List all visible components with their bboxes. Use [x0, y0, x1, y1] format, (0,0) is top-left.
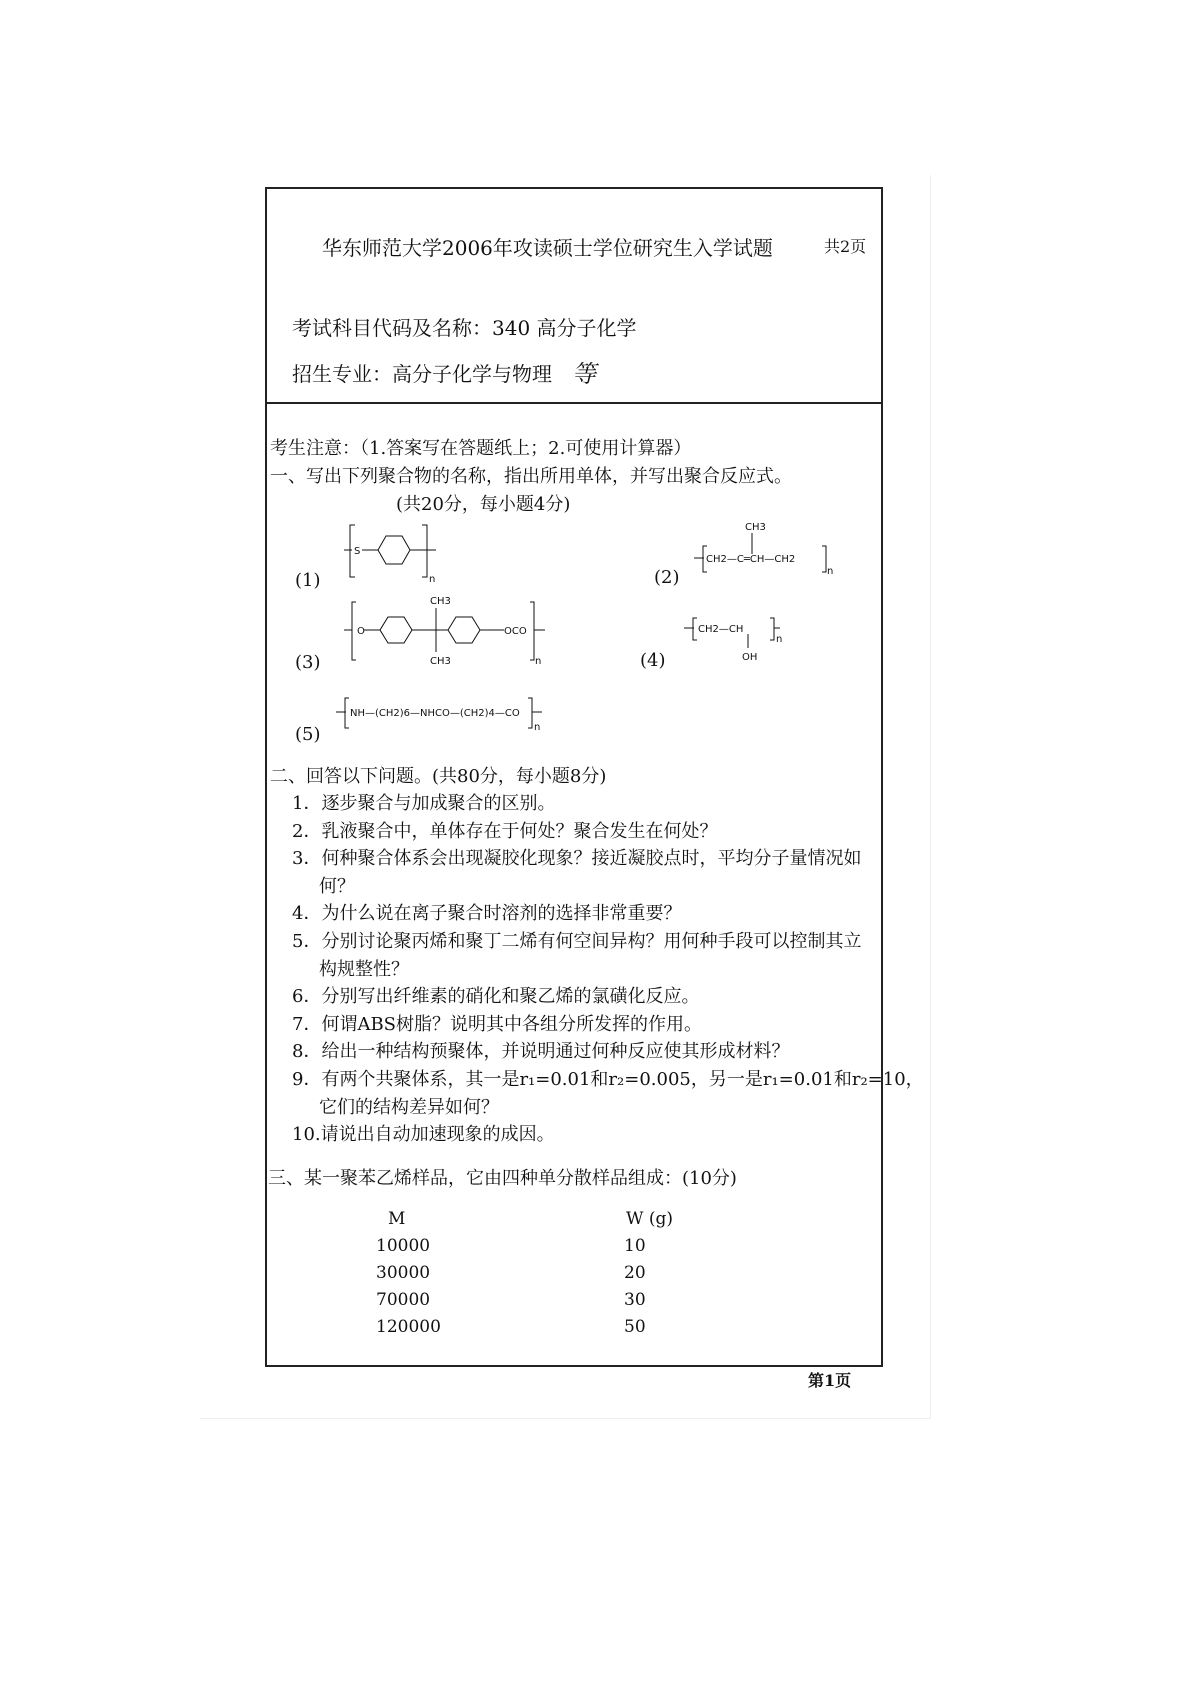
question: 10.请说出自动加速现象的成因。 [292, 1124, 555, 1146]
mw-table [376, 1206, 673, 1341]
svg-text:S: S [354, 546, 361, 557]
question-cont: 它们的结构差异如何？ [319, 1096, 499, 1118]
cell-w: 20 [624, 1263, 646, 1283]
question-cont: 何？ [319, 875, 355, 897]
subject-line: 考试科目代码及名称：340 高分子化学 [292, 316, 637, 340]
cell-w: 10 [624, 1236, 646, 1256]
page-number: 第1页 [808, 1371, 852, 1390]
question: 7．何谓ABS树脂？说明其中各组分所发挥的作用。 [292, 1013, 703, 1035]
svg-text:CH3: CH3 [430, 596, 451, 607]
svg-text:n: n [534, 722, 541, 733]
cell-m: 120000 [376, 1317, 441, 1337]
svg-text:O: O [357, 626, 365, 637]
question: 3．何种聚合体系会出现凝胶化现象？接近凝胶点时，平均分子量情况如 [292, 848, 862, 870]
structure-4 [682, 608, 792, 668]
question: 6．分别写出纤维素的硝化和聚乙烯的氯磺化反应。 [292, 986, 700, 1008]
item-label: (5) [295, 724, 321, 745]
cell-w: 50 [624, 1317, 646, 1337]
cell-w: 30 [624, 1290, 646, 1310]
structure-1 [340, 520, 450, 585]
section2-heading: 二、回答以下问题。(共80分，每小题8分) [270, 766, 607, 787]
svg-text:CH2—C═CH—CH2: CH2—C═CH—CH2 [706, 554, 796, 565]
item-label: (2) [654, 567, 680, 588]
cell-m: 30000 [376, 1263, 431, 1283]
question-list [292, 790, 924, 1149]
section1-score: (共20分，每小题4分) [396, 494, 571, 515]
svg-text:CH3: CH3 [430, 656, 451, 667]
svg-text:CH2—CH: CH2—CH [698, 624, 744, 635]
question: 8．给出一种结构预聚体，并说明通过何种反应使其形成材料？ [292, 1041, 790, 1063]
table-row [376, 1233, 673, 1260]
section3-heading: 三、某一聚苯乙烯样品，它由四种单分散样品组成：(10分) [268, 1168, 737, 1189]
section1-heading: 一、写出下列聚合物的名称，指出所用单体，并写出聚合反应式。 [270, 466, 792, 487]
table-row [376, 1314, 673, 1341]
question: 1．逐步聚合与加成聚合的区别。 [292, 793, 556, 814]
question: 5．分别讨论聚丙烯和聚丁二烯有何空间异构？用何种手段可以控制其立 [292, 930, 862, 952]
col-header-m: M [388, 1209, 406, 1229]
svg-text:CH3: CH3 [745, 522, 766, 533]
major-line: 招生专业：高分子化学与物理 [292, 362, 552, 386]
structure-5 [334, 690, 554, 738]
notice: 考生注意：（1.答案写在答题纸上；2.可使用计算器） [270, 438, 692, 459]
item-label: (4) [640, 650, 666, 671]
handwritten-mark: 等 [572, 360, 596, 388]
item-label: (1) [295, 570, 321, 591]
question: 4．为什么说在离子聚合时溶剂的选择非常重要？ [292, 903, 682, 925]
cell-m: 70000 [376, 1290, 431, 1310]
question: 9．有两个共聚体系，其一是r₁=0.01和r₂=0.005，另一是r₁=0.01和r₂=10， [292, 1068, 924, 1090]
col-header-w: W (g) [626, 1209, 674, 1229]
svg-text:OH: OH [742, 652, 758, 663]
svg-text:n: n [776, 634, 783, 645]
table-row [376, 1260, 673, 1287]
exam-title: 华东师范大学2006年攻读硕士学位研究生入学试题 [322, 236, 773, 260]
table-row [376, 1287, 673, 1314]
svg-text:n: n [535, 656, 542, 667]
svg-text:n: n [827, 566, 834, 577]
total-pages: 共2页 [824, 237, 867, 256]
structure-3 [340, 592, 555, 672]
cell-m: 10000 [376, 1236, 431, 1256]
structure-2 [690, 518, 840, 578]
question: 2．乳液聚合中，单体存在于何处？聚合发生在何处？ [292, 820, 718, 842]
question-cont: 构规整性？ [319, 958, 409, 980]
svg-text:NH—(CH2)6—NHCO—(CH2)4—CO: NH—(CH2)6—NHCO—(CH2)4—CO [350, 708, 520, 719]
svg-text:n: n [429, 574, 436, 585]
item-label: (3) [295, 652, 321, 673]
svg-text:OCO: OCO [504, 626, 527, 637]
header-divider [265, 402, 881, 404]
